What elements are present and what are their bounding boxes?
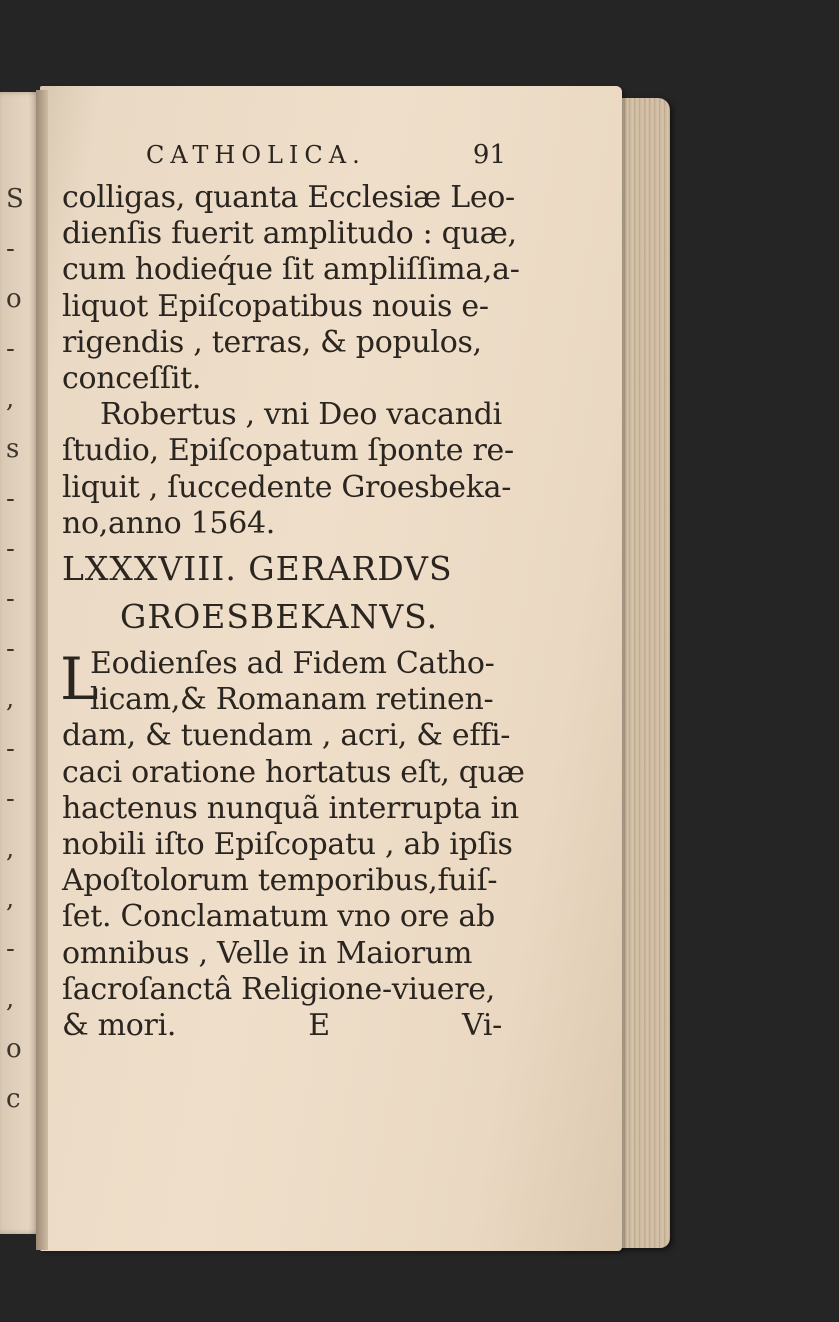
left-edge-glyph: - xyxy=(6,234,15,264)
text-line: ſtudio, Epiſcopatum ſponte re- xyxy=(62,433,514,469)
left-edge-glyph: c xyxy=(6,1084,21,1114)
left-page-edge xyxy=(0,92,40,1234)
left-edge-glyph: - xyxy=(6,584,15,614)
signature-mark: E xyxy=(308,1008,330,1044)
text-line: caci oratione hortatus eſt, quæ xyxy=(62,754,525,790)
text-line: Robertus , vni Deo vacandi xyxy=(100,397,502,433)
text-line: nobili iſto Epiſcopatu , ab ipſis xyxy=(62,827,513,863)
text-line: dam, & tuendam , acri, & effi- xyxy=(62,718,511,754)
text-line: no,anno 1564. xyxy=(62,505,276,541)
text-line: liquit , ſuccedente Groesbeka- xyxy=(62,469,512,505)
text-line: dienſis fuerit amplitudo : quæ, xyxy=(62,216,517,252)
text-line: Apoſtolorum temporibus,fuiſ- xyxy=(62,863,498,899)
left-edge-glyph: , xyxy=(6,384,15,414)
left-edge-glyph: - xyxy=(6,784,15,814)
text-line: liquot Epiſcopatibus nouis e- xyxy=(62,288,489,324)
paragraph-2 xyxy=(62,397,512,542)
running-title: CATHOLICA. xyxy=(146,141,366,169)
text-line: rigendis , terras, & populos, xyxy=(62,324,482,360)
left-edge-glyph: - xyxy=(6,484,15,514)
catchword: Vi- xyxy=(462,1008,502,1044)
left-edge-glyph: - xyxy=(6,634,15,664)
text-line: hactenus nunquã interrupta in xyxy=(62,790,519,826)
text-line: licam,& Romanam retinen- xyxy=(90,682,494,718)
paragraph-1 xyxy=(62,180,520,397)
left-edge-glyph: - xyxy=(6,934,15,964)
text-line: omnibus , Velle in Maiorum xyxy=(62,935,473,971)
left-edge-glyph: , xyxy=(6,834,15,864)
left-edge-glyph: o xyxy=(6,1034,22,1064)
left-edge-glyph: s xyxy=(6,434,20,464)
page-number: 91 xyxy=(472,140,506,170)
left-edge-glyph: , xyxy=(6,984,15,1014)
final-text: & mori. xyxy=(62,1008,177,1044)
heading-line: LXXXVIII. GERARDVS xyxy=(62,549,453,589)
left-edge-glyph: , xyxy=(6,684,15,714)
text-line: ſet. Conclamatum vno ore ab xyxy=(62,899,495,935)
paragraph-3 xyxy=(60,645,525,1044)
running-head xyxy=(146,140,506,180)
text-line: colligas, quanta Ecclesiæ Leo- xyxy=(62,180,515,215)
heading-line: GROESBEKANVS. xyxy=(120,597,439,637)
left-edge-glyph: - xyxy=(6,534,15,564)
page-text xyxy=(60,140,525,1044)
book-gutter xyxy=(36,90,48,1250)
left-edge-glyph: , xyxy=(6,884,15,914)
left-edge-glyph: - xyxy=(6,334,15,364)
left-edge-glyph: o xyxy=(6,284,22,314)
text-line: Eodienſes ad Fidem Catho- xyxy=(90,646,495,682)
footer-line xyxy=(62,1008,502,1044)
text-line: ſacroſanctâ Religione-viuere, xyxy=(62,971,495,1007)
drop-capital: L xyxy=(60,645,99,714)
left-edge-glyph: S xyxy=(6,184,24,214)
text-line: cum hodieq́ue ſit ampliſſima,a- xyxy=(62,252,520,288)
section-heading xyxy=(62,548,512,638)
text-line: conceſſit. xyxy=(62,361,202,397)
left-edge-glyph: - xyxy=(6,734,15,764)
